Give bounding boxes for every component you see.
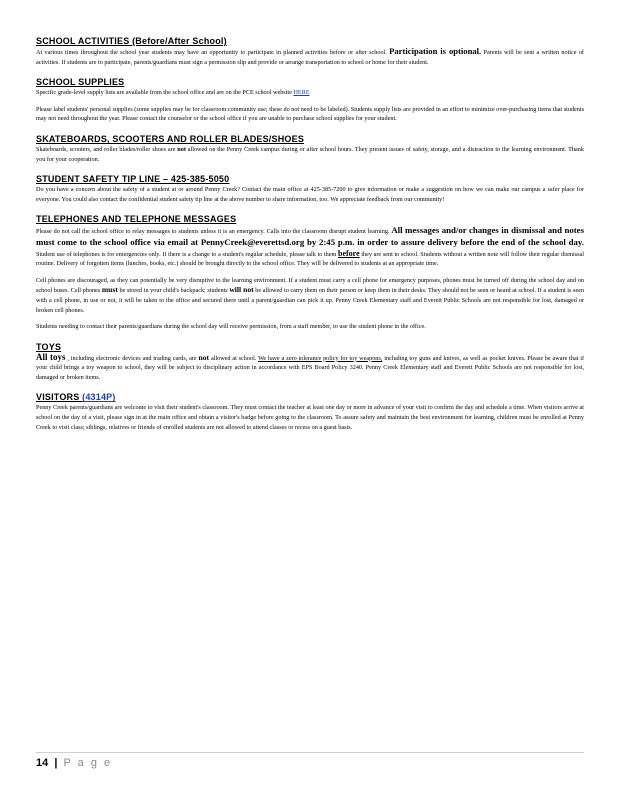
- section-heading: SCHOOL ACTIVITIES (Before/After School): [36, 36, 227, 46]
- paragraph: At various times throughout the school year students may have an opportunity to participate in planned activities before or after school. Participation is optional. Parents will be sent a written notice of activities. If students are to participate, parents/guardians must sign a permission slip and provide or arrange transportation to school or home for their student.: [36, 46, 584, 66]
- paragraph: Skateboards, scooters, and roller blades/roller shoes are not allowed on the Penny Creek campus during or after school hours. They present issues of safety, storage, and a distraction to the learning environment. Thank you for your cooperation.: [36, 145, 584, 163]
- paragraph: Do you have a concern about the safety of a student at or around Penny Creek? Contact the main office at 425-385-7200 to give information or make a suggestion on how we can make our campus a safer place for everyone. You could also contact the confidential student safety tip line at the above number to share information, too. We appreciate feedback from our community!: [36, 186, 584, 203]
- section-heading: STUDENT SAFETY TIP LINE – 425-385-5050: [36, 174, 230, 185]
- paragraph: Please label students' personal supplies (some supplies may be for classroom community use; these do not need to be labeled). Students supply lists are provided in an effort to minimize over-purchasing items that students may not need throughout the year. Please contact the counselor or the school office if you are unable to purchase school supplies for your student.: [36, 105, 584, 123]
- section-telephones: [36, 214, 584, 331]
- section-heading: VISITORS (4314P): [36, 392, 116, 403]
- section-skateboards: [36, 134, 584, 164]
- paragraph: Cell phones are discouraged, as they can potentially be very disruptive to the learning environment. If a student must carry a cell phone for emergency purposes, phones must be turned off during the school day and on school buses. Cell phones must be stored in your child's backpack; students will not be allowed to carry them on their person or keep them in their desks. They should not be seen or heard at school. If a student is seen with a cell phone, in use or not, it will be taken to the office and secured there until a parent/guardian can pick it up. Penny Creek Elementary staff and Everett Public Schools are not responsible for lost, damaged or broken cell phones.: [36, 276, 585, 314]
- section-school-supplies: [36, 77, 584, 124]
- section-school-activities: [36, 36, 584, 67]
- policy-link[interactable]: (4314P): [82, 392, 116, 403]
- footer-separator: |: [54, 757, 58, 769]
- page-number: 14: [36, 757, 49, 769]
- section-safety-tip-line: [36, 174, 584, 204]
- section-heading: SCHOOL SUPPLIES: [36, 77, 125, 88]
- paragraph: Please do not call the school office to relay messages to students unless it is an emergency. Calls into the classroom disrupt student learning. All messages and/or changes in dismissal and notes must come to the school office via email at PennyCreek@everettsd.org by 2:45 p.m. in order to assure delivery before the end of the school day. Student use of telephones is for emergencies only. If there is a change to a student's regular schedule, please talk to them before they are sent to school. Students without a written note will follow their regular dismissal routine. Delivery of forgotten items (lunches, books, etc.) should be brought directly to the school office. They will be delivered to students at an appropriate time.: [36, 225, 585, 268]
- section-heading: TOYS: [36, 341, 62, 352]
- supply-list-link[interactable]: HERE: [293, 89, 310, 97]
- section-heading: SKATEBOARDS, SCOOTERS AND ROLLER BLADES/SHOES: [36, 133, 305, 144]
- paragraph: Students needing to contact their parents/guardians during the school day will receive permission, from a staff member, to use the student phone in the office.: [36, 323, 426, 331]
- page-footer: [36, 752, 584, 769]
- document-page: [36, 36, 584, 442]
- paragraph: Specific grade-level supply lists are available from the school office and are on the PCE school website HERE: [36, 89, 310, 97]
- paragraph: Penny Creek parents/guardians are welcome to visit their student's classroom. They must contact the teacher at least one day or more in advance of your visit to confirm the day and schedule a time. When visitors arrive at school on the day of a visit, please sign in at the main office and obtain a visitor's badge before going to the classroom. To assure safety and maintain the best environment for learning, children must be enrolled at Penny Creek to visit class; siblings, relatives or friends of enrolled students are not allowed to attend classes or recess on a guest basis.: [36, 404, 584, 431]
- page-label: P a g e: [63, 757, 113, 769]
- email-instruction: All messages and/or changes in dismissal and notes must come to the school office via email at PennyCreek@everettsd.org by 2:45 p.m. in order to assure delivery before the end of the school day.: [36, 225, 584, 247]
- section-toys: [36, 342, 584, 383]
- paragraph: All toys , including electronic devices and trading cards, are not allowed at school. We have a zero tolerance policy for toy weapons, including toy guns and knives, as well as pocket knives. Please be aware that if your child brings a toy weapon to school, they will be subject to disciplinary action in accordance with EPS Board Policy 3240. Penny Creek Elementary staff and Everett Public Schools are not responsible for lost, damaged or broken items.: [36, 351, 585, 381]
- section-visitors: [36, 392, 584, 432]
- section-heading: TELEPHONES AND TELEPHONE MESSAGES: [36, 214, 237, 225]
